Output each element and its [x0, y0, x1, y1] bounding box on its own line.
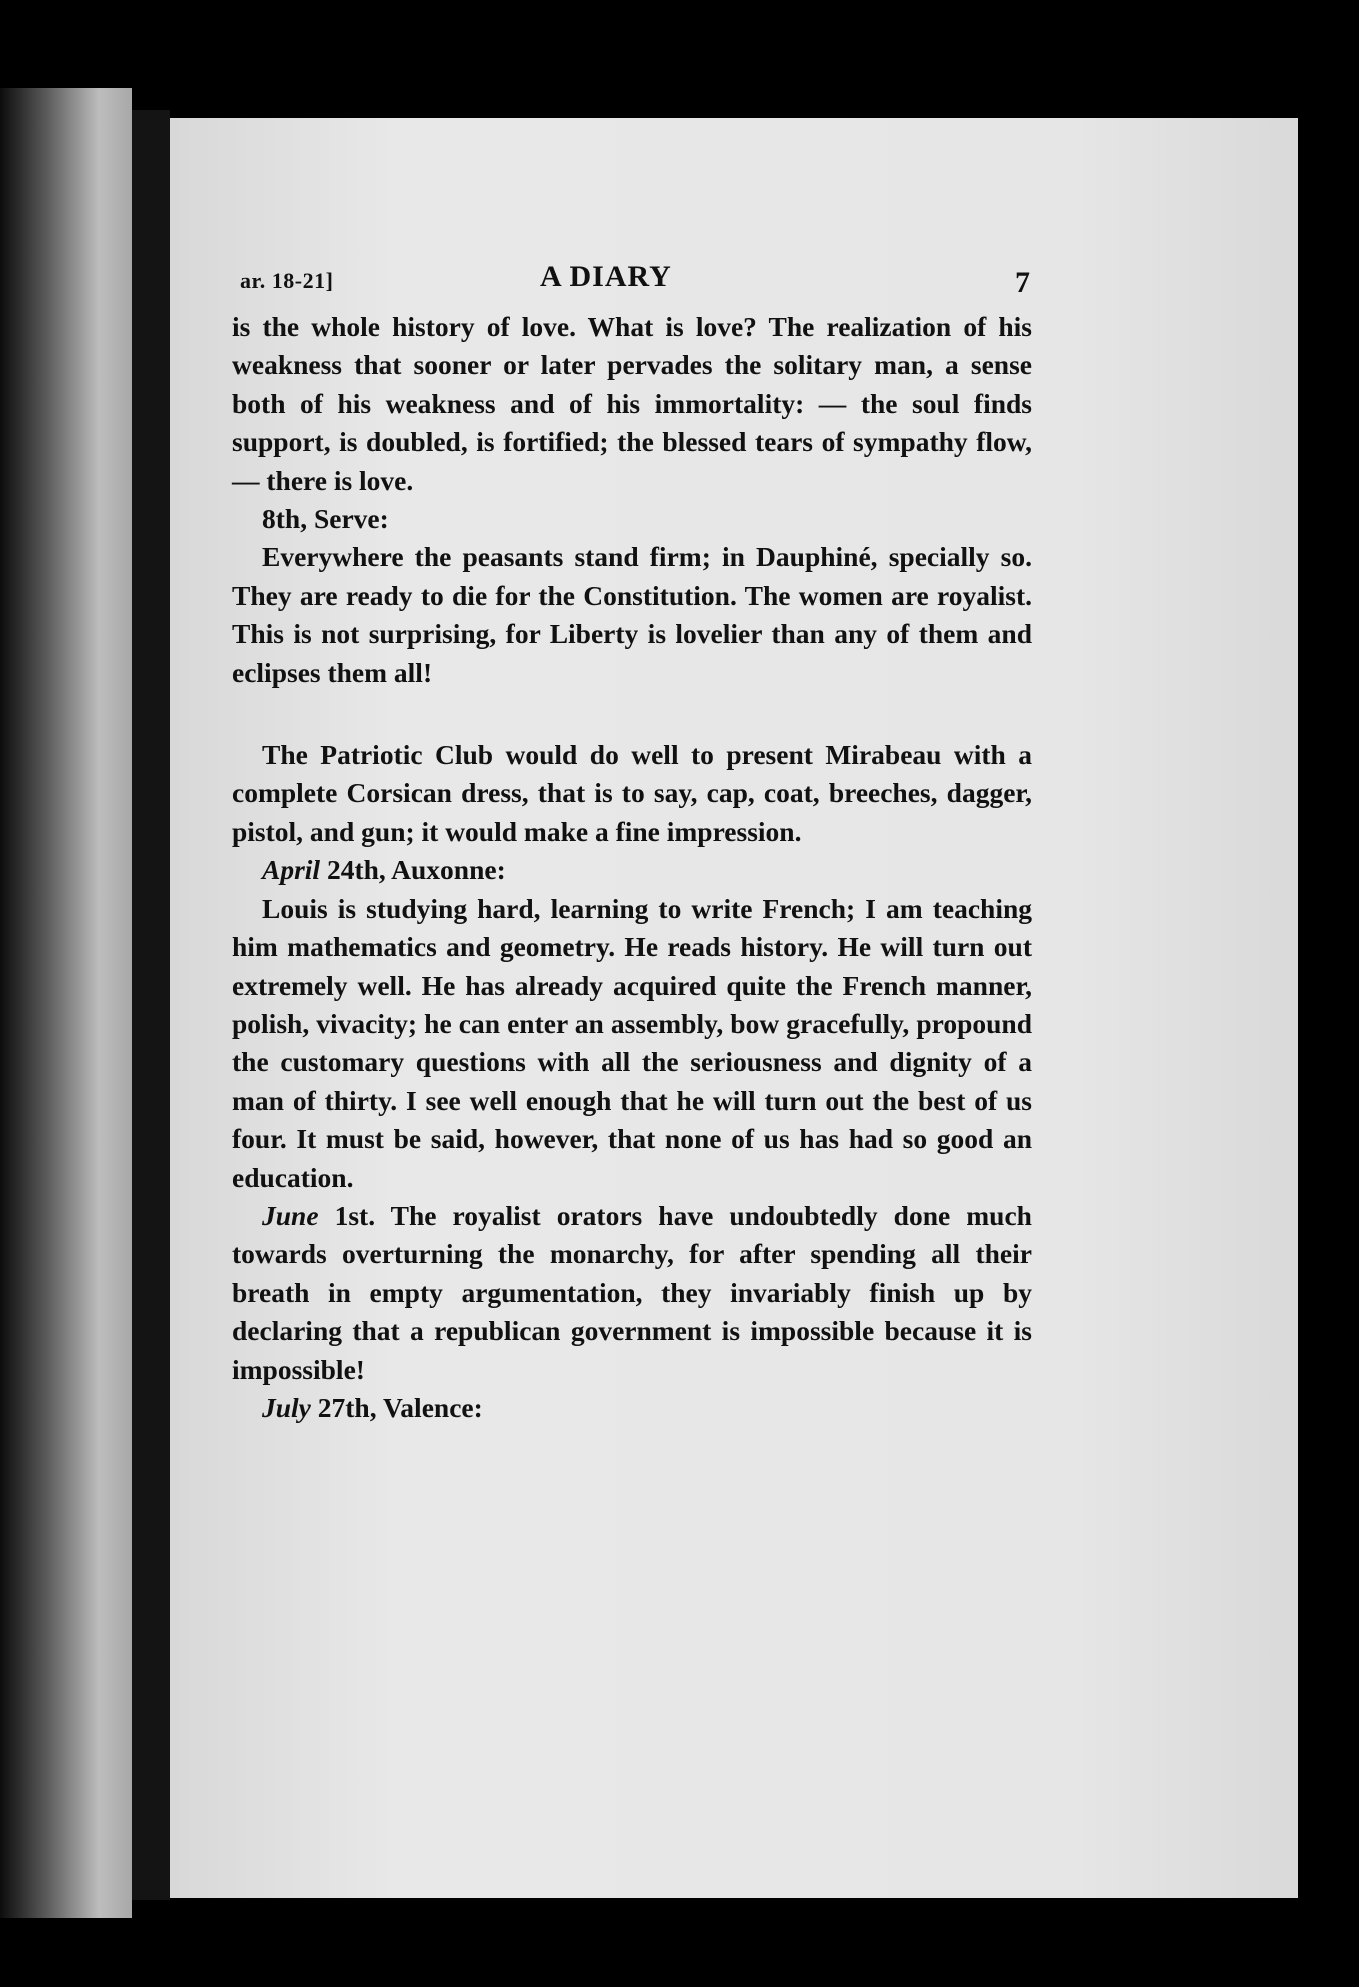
page-number: 7: [1015, 266, 1030, 299]
facing-page-edge: [0, 88, 132, 1918]
entry-date-july: 27th, Valence:: [310, 1391, 483, 1423]
paragraph-patriotic-club: The Patriotic Club would do well to present Mirabeau with a complete Corsican dress, that is to say, cap, coat, breeches, dagger, pistol, and gun; it would make a fine impression.: [232, 739, 1032, 847]
book-gutter: [132, 110, 170, 1900]
entry-date-june: 1st.: [318, 1199, 376, 1231]
entry-month-july: July: [262, 1391, 311, 1423]
running-title: A DIARY: [540, 260, 672, 293]
paragraph-peasants: Everywhere the peasants stand firm; in Dauphiné, specially so. They are ready to die for the Constitution. The women are royalist. This is not surprising, for Liberty is lovelier than any of them and eclipses them all!: [232, 541, 1032, 688]
entry-month-june: June: [262, 1199, 319, 1231]
paragraph-love: is the whole history of love. What is love? The realization of his weakness that sooner or later pervades the solitary man, a sense both of his weakness and of his immortality: — the soul finds support, is doubled, is fortified; the blessed tears of sympathy flow, — there is love.: [232, 311, 1032, 496]
entry-heading-serve: 8th, Serve:: [262, 503, 389, 535]
paragraph-royalist-orators: The royalist orators have undoubtedly done much towards overturning the monarchy, for after spending all their breath in empty argumentation, they invariably finish up by declaring that a republican government is impossible because it is impossible!: [232, 1199, 1032, 1385]
paragraph-louis: Louis is studying hard, learning to write French; I am teaching him mathematics and geometry. He reads history. He will turn out extremely well. He has already acquired quite the French manner, polish, vivacity; he can enter an assembly, bow gracefully, propound the customary questions with all the seriousness and dignity of a man of thirty. I see well enough that he will turn out the best of us four. It must be said, however, that none of us has had so good an education.: [232, 892, 1032, 1193]
entry-heading-july: [232, 1389, 1032, 1427]
running-head-date-range: ar. 18-21]: [240, 268, 334, 293]
entry-heading-april: [232, 851, 1032, 889]
running-header: [240, 258, 1030, 298]
entry-date-april: 24th, Auxonne:: [320, 854, 506, 886]
paragraph-june: [232, 1197, 1032, 1389]
entry-month-april: April: [262, 854, 321, 886]
page-body: [232, 308, 1032, 1427]
book-page: [170, 118, 1298, 1898]
